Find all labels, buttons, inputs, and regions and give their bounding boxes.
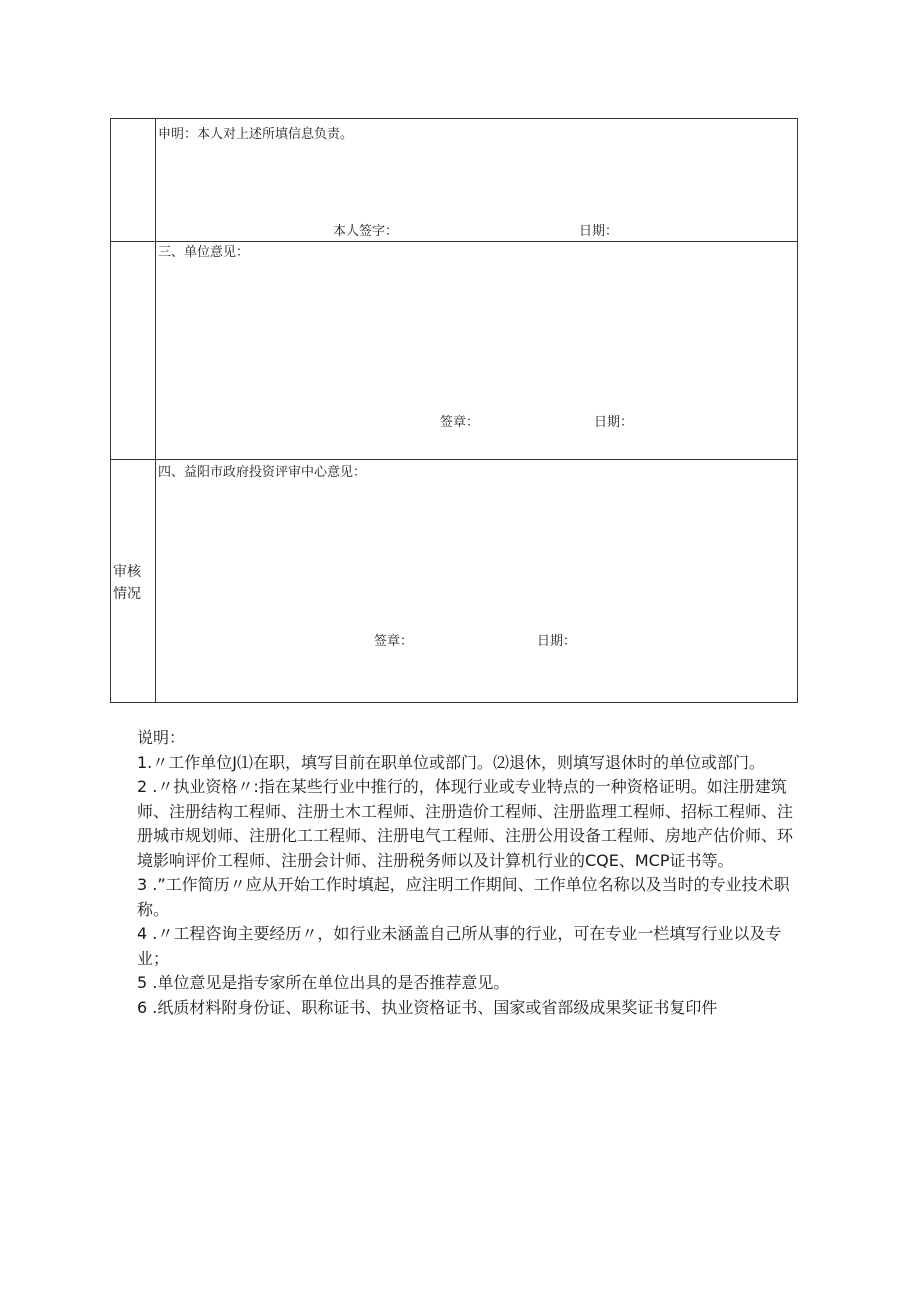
column-divider — [155, 119, 156, 702]
row-divider — [111, 241, 797, 242]
review-status-label — [113, 561, 157, 605]
center-date-label: 日期： — [537, 634, 577, 649]
unit-seal-label: 签章： — [440, 415, 480, 430]
note-item-2: 2 .〃执业资格〃:指在某些行业中推行的，体现行业或专业特点的一种资格证明。如注册建筑师、注册结构工程师、注册土木工程师、注册造价工程师、注册监理工程师、招标工程师、注册城市规划师、注册化工工程师、注册电气工程师、注册公用设备工程师、房地产估价师、环境影响评价工程师、注册会计师、注册税务师以及计算机行业的CQE、MCP证书等。 — [137, 777, 794, 870]
note-item-5: 5 .单位意见是指专家所在单位出具的是否推荐意见。 — [137, 973, 510, 992]
notes-title: 说明： — [137, 728, 186, 747]
declaration-date-label: 日期： — [579, 224, 619, 239]
note-item-1: 1.〃工作单位J⑴在职，填写目前在职单位或部门。⑵退休，则填写退休时的单位或部门。 — [137, 752, 765, 772]
note-item-6: 6 .纸质材料附身份证、职称证书、执业资格证书、国家或省部级成果奖证书复印件 — [137, 997, 718, 1017]
review-form-table — [110, 118, 798, 703]
unit-date-label: 日期： — [594, 415, 634, 430]
signature-label: 本人签字： — [333, 224, 399, 239]
note-item-3: 3 .”工作简历〃应从开始工作时填起，应注明工作期间、工作单位名称以及当时的专业技术职称。 — [137, 875, 790, 919]
review-status-label-line2: 情况 — [113, 586, 141, 602]
unit-opinion-heading: 三、单位意见： — [158, 245, 250, 260]
notes-section — [137, 726, 797, 1020]
note-item-4: 4 .〃工程咨询主要经历〃，如行业未涵盖自己所从事的行业，可在专业一栏填写行业以及专业； — [137, 924, 782, 968]
center-opinion-heading: 四、益阳市政府投资评审中心意见： — [158, 465, 367, 480]
row-divider — [111, 459, 797, 460]
center-seal-label: 签章： — [374, 634, 414, 649]
review-status-label-line1: 审核 — [113, 564, 141, 580]
declaration-text: 申明：本人对上述所填信息负责。 — [158, 127, 354, 142]
